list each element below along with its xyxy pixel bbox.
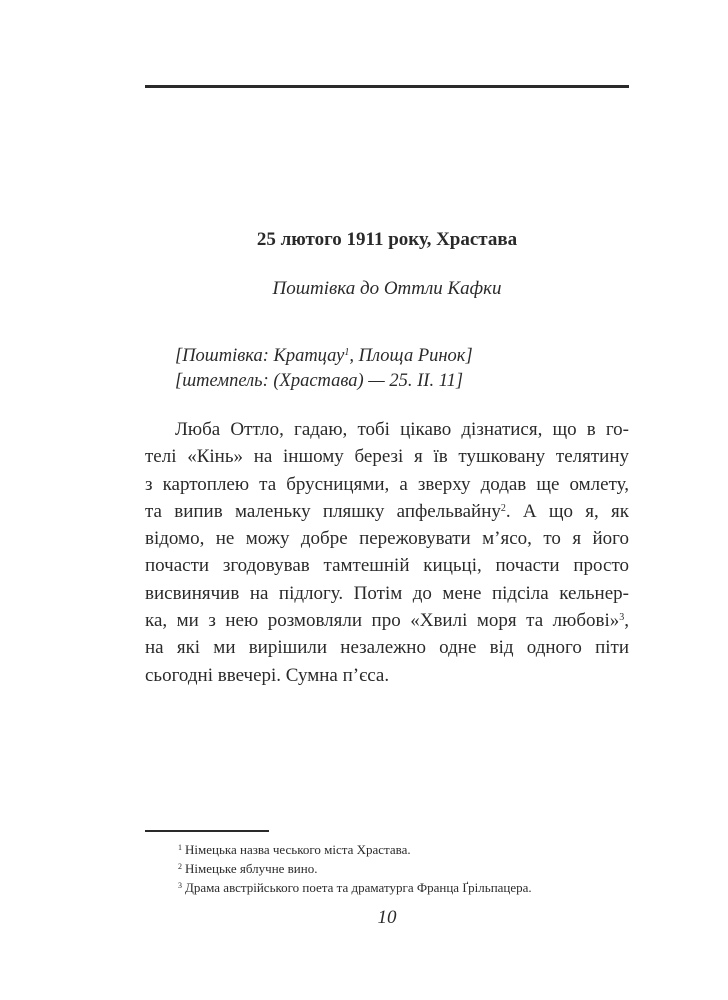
page-number: 10 bbox=[377, 907, 397, 928]
annotation-line: [штемпель: (Храстава) — 25. II. 11] bbox=[175, 371, 464, 391]
footnote: $^1$ Німецька назва чеського міста Храстава. bbox=[178, 842, 411, 857]
body-line: на які ми вирішили незалежно одне від одного піти bbox=[145, 637, 629, 659]
letter-subtitle: Поштівка до Оттли Кафки bbox=[272, 278, 502, 299]
footnotes bbox=[178, 840, 532, 897]
footnote-rule bbox=[145, 830, 269, 832]
footnote-ref: 1 bbox=[344, 347, 350, 358]
body-line: почасти згодовував тамтешній кицьці, почасти просто bbox=[145, 555, 629, 577]
postcard-annotations bbox=[175, 344, 473, 394]
body-line: висвинячив на підлогу. Потім до мене підсіла кельнер- bbox=[145, 582, 629, 604]
body-line: з картоплею та брусницями, а зверху додав ще омлету, bbox=[145, 473, 629, 495]
header-rule bbox=[145, 85, 629, 88]
body-line: Люба Оттло, гадаю, тобі цікаво дізнатися, що в го- bbox=[175, 419, 629, 440]
body-line: сьогодні ввечері. Сумна п’єса. bbox=[145, 664, 390, 686]
footnote: $^3$ Драма австрійського поета та драматурга Франца Ґрільпацера. bbox=[178, 880, 532, 895]
footnote-ref: 3 bbox=[619, 612, 625, 624]
body-line: відомо, не можу добре пережовувати м’ясо, то я його bbox=[145, 528, 629, 550]
footnote-ref: 2 bbox=[500, 502, 506, 514]
body-line: та випив маленьку пляшку апфельвайну$^2$. А що я, як bbox=[145, 500, 629, 522]
footnote: $^2$ Німецьке яблучне вино. bbox=[178, 861, 318, 876]
annotation-line: [Поштівка: Кратцау$^1$, Площа Ринок] bbox=[175, 346, 473, 366]
body-line: телі «Кінь» на іншому березі я їв тушковану телятину bbox=[145, 446, 629, 468]
letter-body bbox=[145, 416, 629, 689]
letter-title: 25 лютого 1911 року, Храстава bbox=[256, 229, 518, 250]
body-line: ка, ми з нею розмовляли про «Хвилі моря та любові»$^3$, bbox=[145, 610, 629, 632]
